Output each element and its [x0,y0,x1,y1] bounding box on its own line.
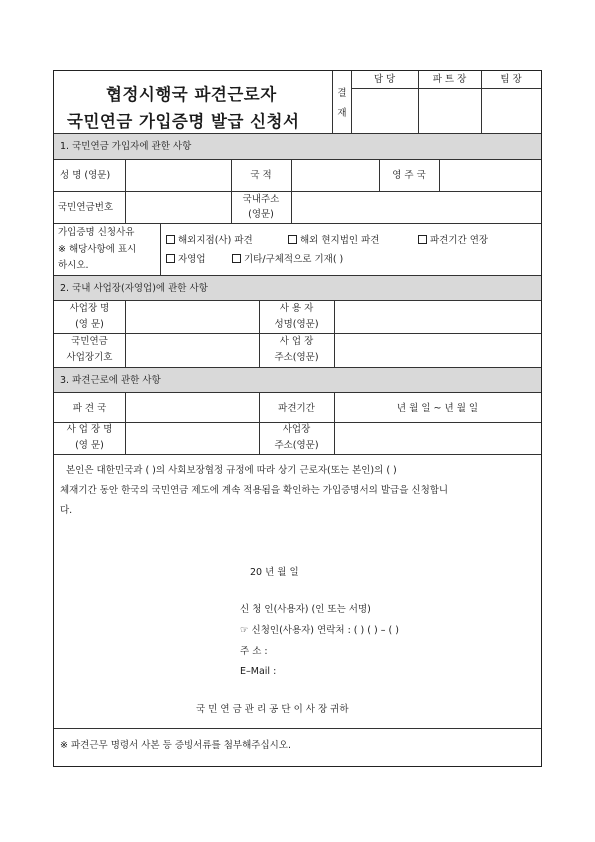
dispatch-country-field[interactable] [126,393,258,421]
dispatch-address-field[interactable] [335,423,540,453]
form-title-line2: 국민연금 가입증명 발급 신청서 [67,112,300,131]
workplace-symbol-field[interactable] [126,334,258,366]
pension-number-field[interactable] [126,192,230,222]
reason-period-extension[interactable]: 파견기간 연장 [418,234,488,247]
employer-label-1: 사 용 자 [279,303,314,314]
checkbox-self-employed[interactable] [166,254,175,263]
reason-self-employed[interactable]: 자영업 [166,253,206,266]
reason-label-2: ※ 해당사항에 표시 [58,244,137,255]
footnote: ※ 파견근무 명령서 사본 등 증빙서류를 첨부해주십시오. [60,740,291,751]
workplace-address-label-1: 사 업 장 [279,336,314,347]
checkbox-overseas-subsidiary[interactable] [288,235,297,244]
nationality-label: 국 적 [250,170,272,181]
form-title-line1: 협정시행국 파견근로자 [106,85,277,104]
reason-overseas-branch[interactable]: 해외지점(사) 파견 [166,234,253,247]
declaration-paragraph [60,461,538,521]
approval-col-staff: 담 당 [373,74,396,85]
declaration-line-3: 다. [60,505,73,516]
recipient-line: 국 민 연 금 관 리 공 단 이 사 장 귀하 [196,704,349,715]
employer-label-2: 성명(영문) [274,319,319,330]
section1-header: 1. 국민연금 가입자에 관한 사항 [60,141,192,152]
domestic-address-field[interactable] [292,192,540,222]
section2-header: 2. 국내 사업장(자영업)에 관한 사항 [60,283,208,294]
dispatch-period-label: 파견기간 [278,403,315,414]
pension-number-label: 국민연금번호 [58,202,114,213]
nationality-field[interactable] [292,160,378,190]
dispatch-country-label: 파 견 국 [72,403,107,414]
approval-col-part-lead: 파 트 장 [432,74,467,85]
applicant-line[interactable]: 신 청 인(사용자) (인 또는 서명) [240,604,371,615]
employer-name-field[interactable] [335,301,540,332]
dispatch-workplace-label-1: 사 업 장 명 [66,424,113,435]
declaration-line-1: 본인은 대한민국과 ( )의 사회보장협정 규정에 따라 상기 근로자(또는 본인)의 ( ) [66,465,397,476]
approval-sign-staff[interactable] [352,89,417,132]
name-label: 성 명 (영문) [60,170,111,181]
reason-label-1: 가입증명 신청사유 [58,227,135,238]
application-form [53,70,542,767]
applicant-email[interactable]: E–Mail : [240,666,277,677]
dispatch-address-label-1: 사업장 [282,424,311,435]
approval-sign-team-lead[interactable] [482,89,541,132]
workplace-address-label-2: 주소(영문) [274,352,319,363]
section3-header: 3. 파견근로에 관한 사항 [60,375,161,386]
domestic-address-label-1: 국내주소 [242,194,280,205]
checkbox-period-extension[interactable] [418,235,427,244]
dispatch-address-label-2: 주소(영문) [274,440,319,451]
approval-label-bottom: 재 [337,108,347,119]
application-date[interactable]: 20 년 월 일 [250,567,299,578]
workplace-symbol-label-1: 국민연금 [71,336,108,347]
approval-sign-part-lead[interactable] [419,89,480,132]
applicant-contact[interactable]: ☞ 신청인(사용자) 연락처 : ( ) ( ) – ( ) [240,625,399,636]
name-field[interactable] [126,160,230,190]
residence-label: 영 주 국 [392,170,426,181]
checkbox-overseas-branch[interactable] [166,235,175,244]
dispatch-workplace-label-2: (영 문) [75,440,104,451]
workplace-name-field[interactable] [126,301,258,332]
reason-overseas-subsidiary[interactable]: 해외 현지법인 파견 [288,234,379,247]
checkbox-other[interactable] [232,254,241,263]
dispatch-period-value[interactable]: 년 월 일 ~ 년 월 일 [396,403,479,414]
domestic-address-label-2: (영문) [248,209,274,220]
declaration-line-2: 체재기간 동안 한국의 국민연금 제도에 계속 적용됨을 확인하는 가입증명서의 발급을 신청합니 [60,485,449,496]
residence-field[interactable] [440,160,540,190]
reason-other[interactable]: 기타/구체적으로 기재( ) [232,253,343,266]
reason-label-3: 하시오. [58,260,89,271]
applicant-address[interactable]: 주 소 : [240,646,268,657]
approval-label-top: 결 [337,88,347,99]
workplace-address-field[interactable] [335,334,540,366]
dispatch-workplace-field[interactable] [126,423,258,453]
approval-col-team-lead: 팀 장 [500,74,522,85]
workplace-name-label-1: 사업장 명 [69,303,110,314]
workplace-symbol-label-2: 사업장기호 [66,352,113,363]
workplace-name-label-2: (영 문) [75,319,104,330]
